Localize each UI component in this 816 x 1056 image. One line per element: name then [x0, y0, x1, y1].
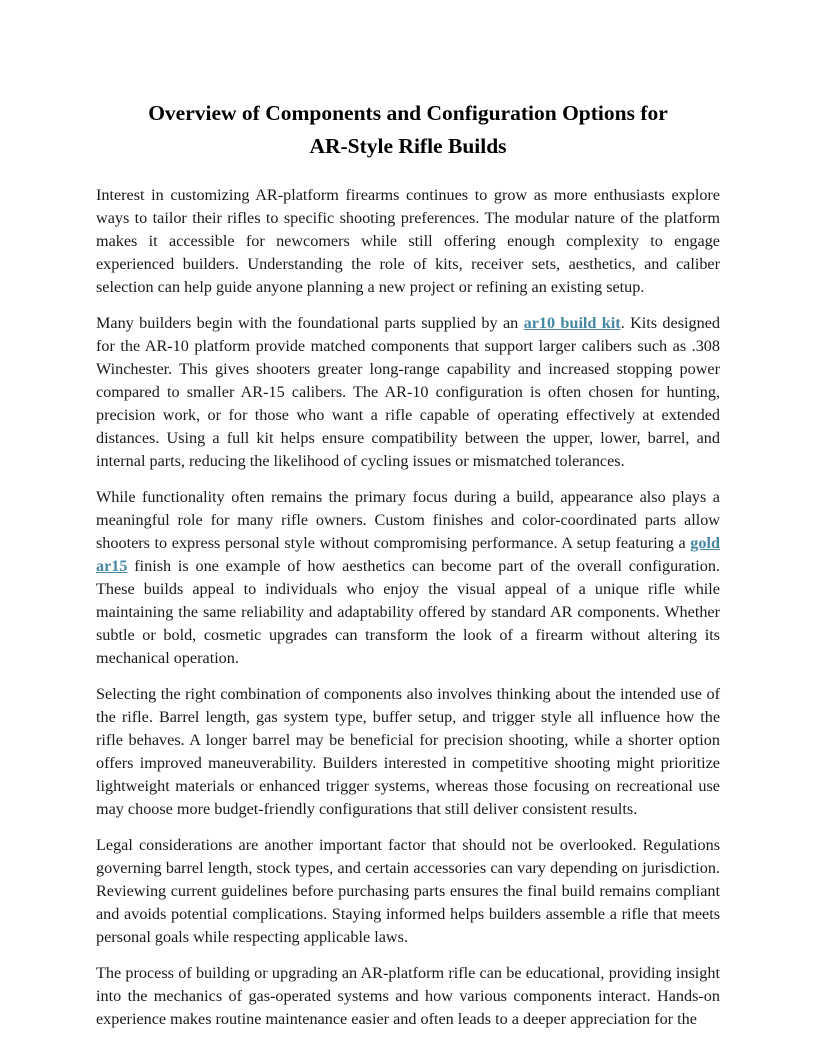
paragraph-ar10-kit	[96, 312, 720, 473]
paragraph-text: Interest in customizing AR-platform firearms continues to grow as more enthusiasts explore ways to tailor their rifles to specific shooting preferences. The modular nature of the platform makes it accessible for newcomers while still offering enough complexity to engage experienced builders. Understanding the role of kits, receiver sets, aesthetics, and caliber selection can help guide anyone planning a new project or refining an existing setup.	[96, 186, 720, 296]
paragraph-text: Selecting the right combination of components also involves thinking about the intended use of the rifle. Barrel length, gas system type, buffer setup, and trigger style all influence how the rifle behaves. A longer barrel may be beneficial for precision shooting, while a shorter option offers improved maneuverability. Builders interested in competitive shooting might prioritize lightweight materials or enhanced trigger systems, whereas those focusing on recreational use may choose more budget-friendly configurations that still deliver consistent results.	[96, 685, 720, 818]
link-gold-ar15[interactable]: gold ar15	[96, 534, 720, 575]
document-title-line-1: Overview of Components and Configuration Options for	[148, 101, 668, 125]
paragraph-text: . Kits designed for the AR-10 platform provide matched components that support larger calibers such as .308 Winchester. This gives shooters greater long-range capability and increased stopping power compared to smaller AR-15 calibers. The AR-10 configuration is often chosen for hunting, precision work, or for those who want a rifle capable of operating effectively at extended distances. Using a full kit helps ensure compatibility between the upper, lower, barrel, and internal parts, reducing the likelihood of cycling issues or mismatched tolerances.	[96, 314, 720, 470]
paragraph-text: finish is one example of how aesthetics can become part of the overall configuration. These builds appeal to individuals who enjoy the visual appeal of a unique rifle while maintaining the same reliability and adaptability offered by standard AR components. Whether subtle or bold, cosmetic upgrades can transform the look of a firearm without altering its mechanical operation.	[96, 557, 720, 667]
paragraph-education	[96, 962, 720, 1031]
paragraph-text: Legal considerations are another important factor that should not be overlooked. Regulations governing barrel length, stock types, and certain accessories can vary depending on jurisdiction. Reviewing current guidelines before purchasing parts ensures the final build remains compliant and avoids potential complications. Staying informed helps builders assemble a rifle that meets personal goals while respecting applicable laws.	[96, 836, 720, 946]
paragraph-text: While functionality often remains the primary focus during a build, appearance also plays a meaningful role for many rifle owners. Custom finishes and color-coordinated parts allow shooters to express personal style without compromising performance. A setup featuring a	[96, 488, 720, 552]
paragraph-legal	[96, 834, 720, 949]
paragraph-aesthetics	[96, 486, 720, 670]
paragraph-intro	[96, 184, 720, 299]
document-title	[96, 97, 720, 163]
link-ar10-build-kit[interactable]: ar10 build kit	[523, 314, 621, 332]
document-title-line-2: AR-Style Rifle Builds	[309, 134, 507, 158]
paragraph-text: Many builders begin with the foundational parts supplied by an	[96, 314, 524, 332]
paragraph-component-selection	[96, 683, 720, 821]
paragraph-text: The process of building or upgrading an AR-platform rifle can be educational, providing insight into the mechanics of gas-operated systems and how various components interact. Hands-on experience makes routine maintenance easier and often leads to a deeper appreciation for the	[96, 964, 720, 1028]
